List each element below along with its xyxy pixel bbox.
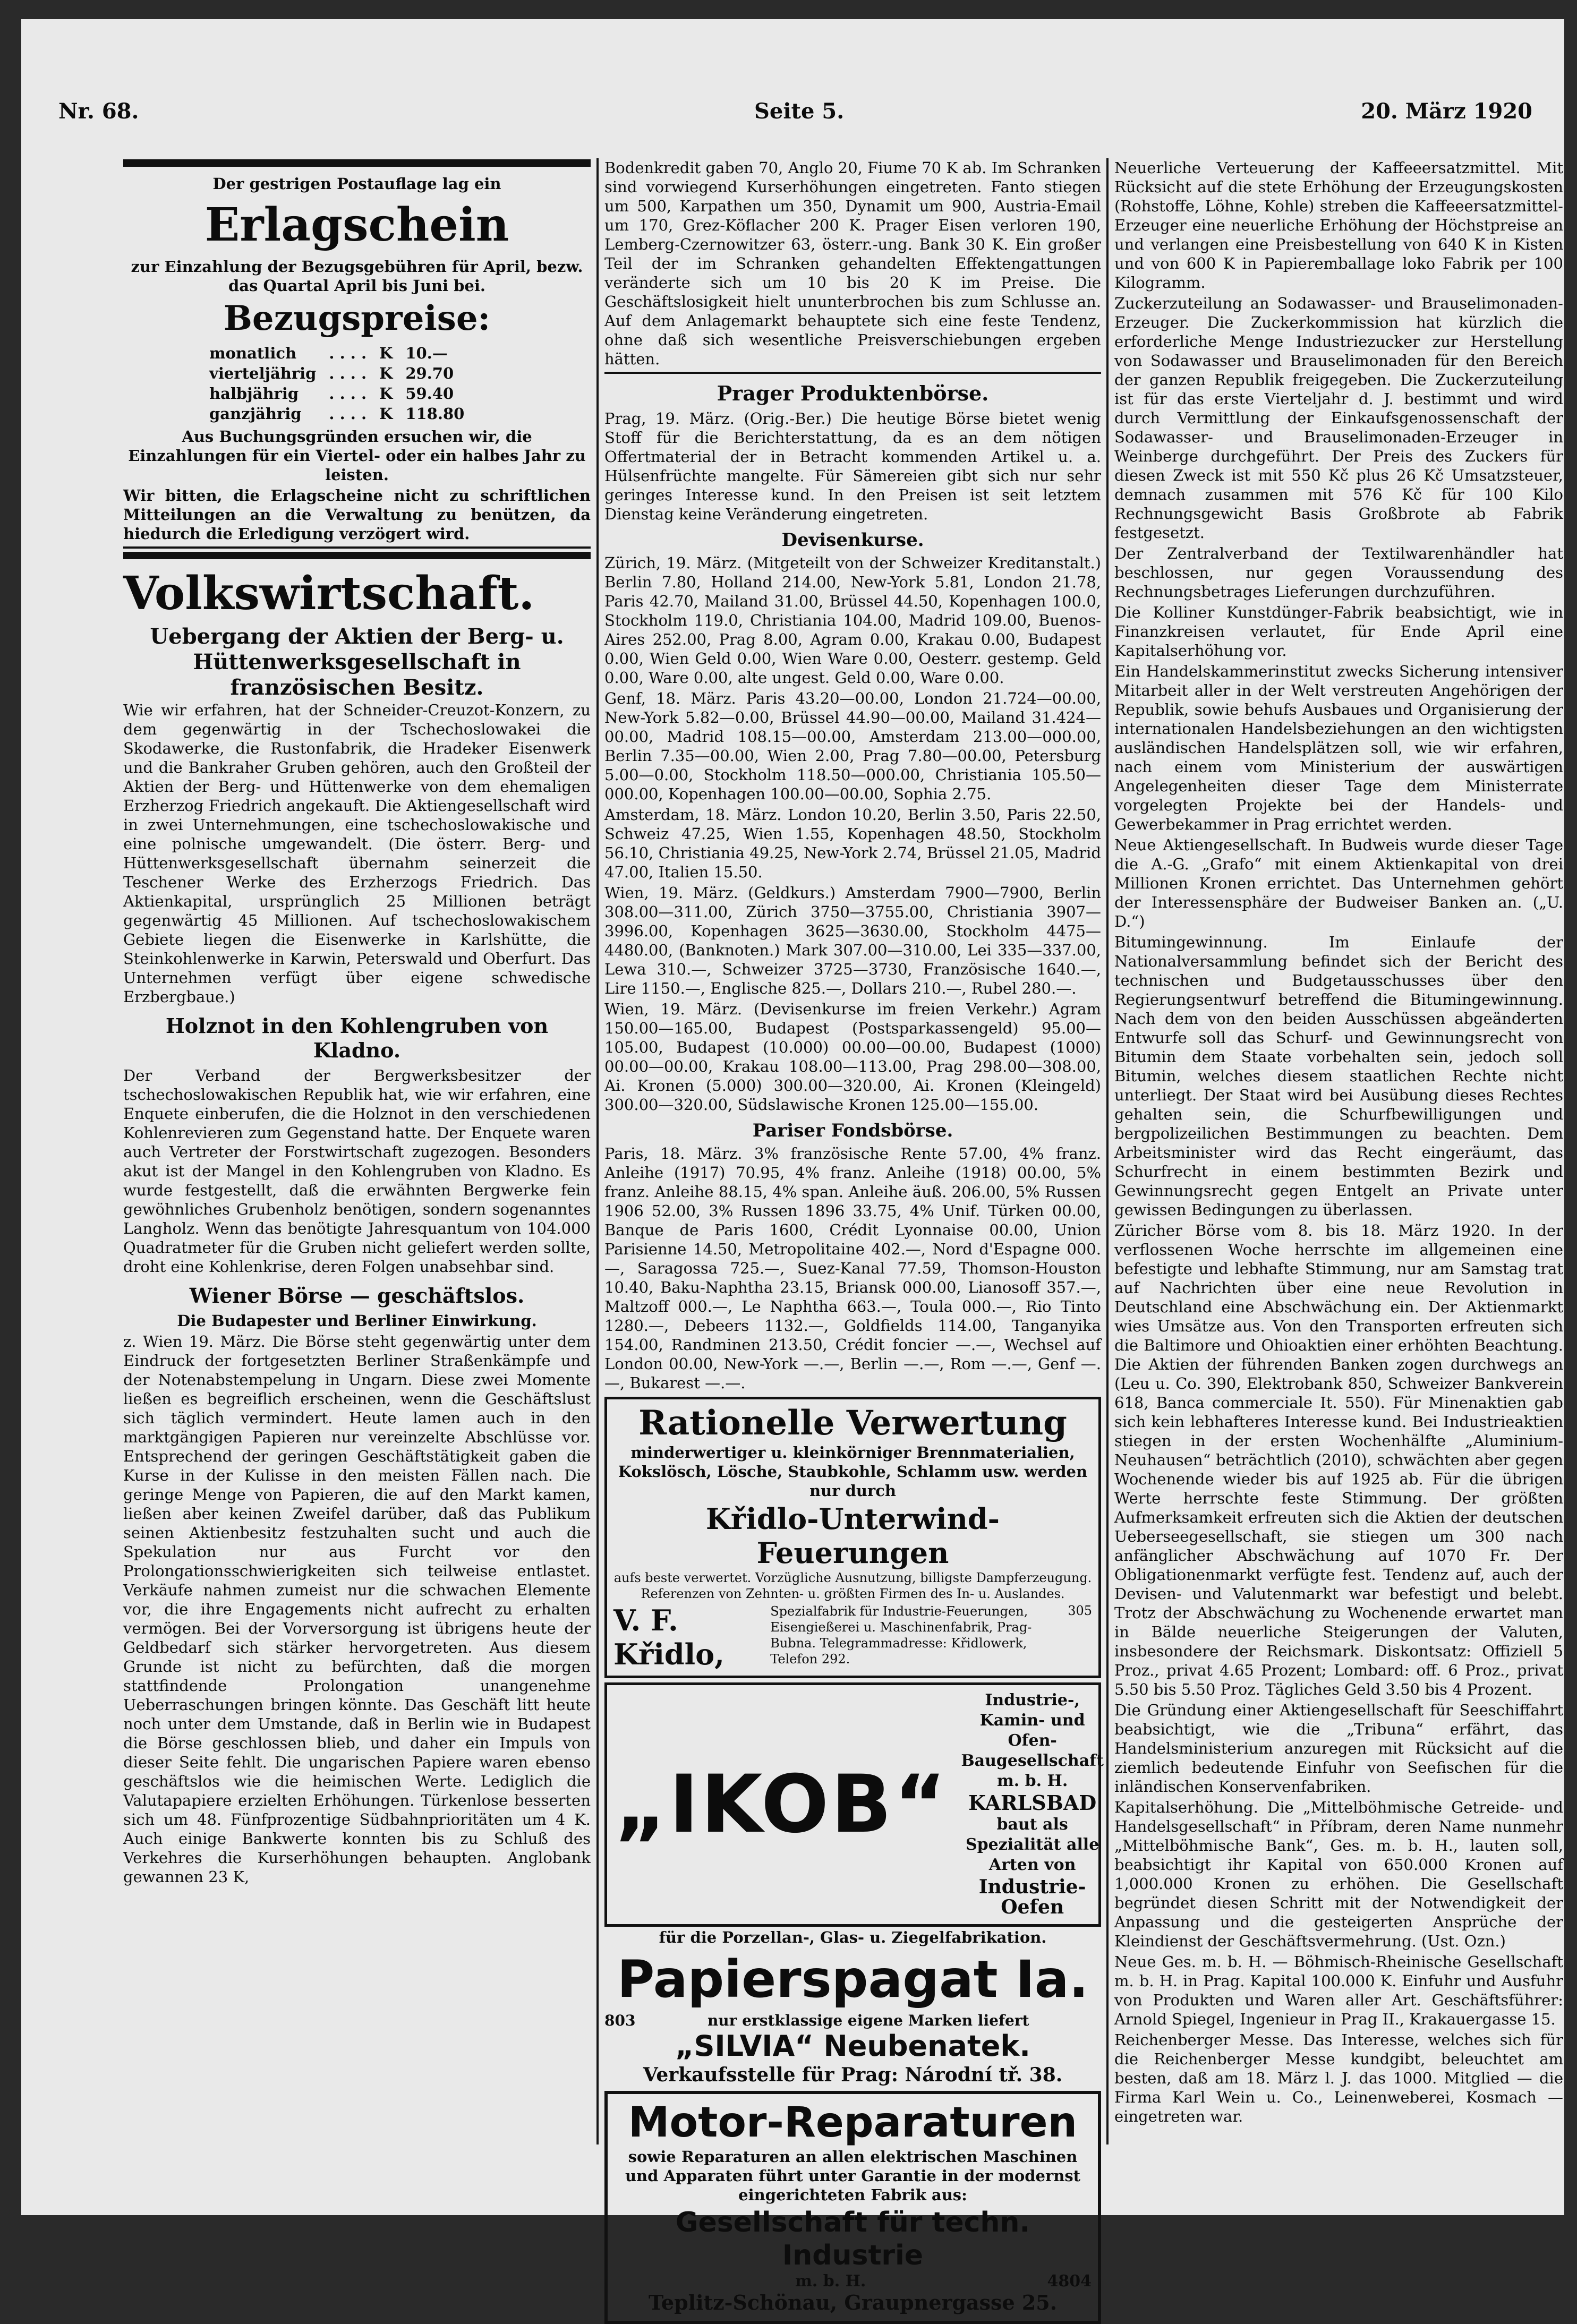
advertisement-papierspagat bbox=[604, 1950, 1101, 2087]
ad-firm: V. F. Křidlo, bbox=[613, 1603, 724, 1671]
price-label: monatlich bbox=[209, 344, 297, 362]
price-currency: K bbox=[379, 405, 393, 423]
price-label: vierteljährig bbox=[209, 364, 317, 382]
price-row: ganzjährig . . . . K 118.80 bbox=[203, 404, 471, 424]
ad-city: KARLSBAD bbox=[968, 1791, 1097, 1815]
section-heading: Devisenkurse. bbox=[781, 529, 924, 551]
price-value: 118.80 bbox=[405, 405, 465, 423]
article-body: Prag, 19. März. (Orig.-Ber.) Die heutige Börse bietet wenig Stoff für die Berichterstattung, da es an dem nötigen Offertmaterial der in Betracht kommenden Artikel u. a. Hülsenfrüchte mangelte. Für Sämereien gibt sich nur sehr geringes Interesse kund. In den Preisen ist seit letztem Dienstag keine Veränderung eingetreten. bbox=[604, 409, 1101, 523]
advertisement-motor bbox=[604, 2091, 1101, 2324]
price-value: 10.— bbox=[405, 344, 448, 362]
ad-text: Industrie-, Kamin- und Ofen-Baugesellschaft m. b. H. bbox=[961, 1691, 1104, 1790]
exchange-rates: Genf, 18. März. Paris 43.20—00.00, London 21.724—00.00, New-York 5.82—0.00, Brüssel 44.90—00.00, Mailand 31.424—00.00, Madrid 108.15—00.00, Amsterdam 213.00—000.00, Berlin 7.35—00.00, Wien 2.00, Prag 7.80—00.00, Petersburg 5.00—0.00, Stockholm 118.50—000.00, Christiania 105.50—000.00, Kopenhagen 100.00—00.00, Sophia 2.75. bbox=[604, 689, 1101, 803]
article-title: Uebergang der Aktien der Berg- u. Hüttenwerksgesellschaft in französischen Besitz. bbox=[150, 624, 564, 700]
rule-top bbox=[123, 159, 591, 167]
article-body: Der Verband der Bergwerksbesitzer der tschechoslowakischen Republik hat, wie wir erfahren, eine Enquete einberufen, die die Holznot in den verschiedenen Kohlenrevieren zum Gegenstand hatte. Der Enquete waren auch Vertreter der Forstwirtschaft zugezogen. Besonders akut ist der Mangel in den Kohlengruben von Kladno. Es wurde festgestellt, daß die erwähnten Bergwerke fein gewöhnliches Grubenholz benötigen, sondern sogenanntes Langholz. Wenn das benötigte Jahresquantum von 104.000 Quadratmeter für die Gruben nicht geliefert werden sollte, droht eine Kohlenkrise, deren Folgen unabsehbar sind. bbox=[123, 1066, 591, 1276]
news-item: Neuerliche Verteuerung der Kaffeeersatzmittel. Mit Rücksicht auf die stete Erhöhung der Erzeugungskosten (Rohstoffe, Löhne, Kohle) streben die Kaffeeersatzmittel-Erzeuger eine neuerliche Erhöhung der Höchstpreise an und verlangen eine Preisbestellung von 640 K in Kisten und von 600 K in Papieremballage loko Fabrik per 100 Kilogramm. bbox=[1114, 159, 1563, 292]
ikob-logo: „IKOB“ bbox=[615, 1758, 949, 1851]
newspaper-page bbox=[21, 19, 1564, 2314]
ad-product: Křidlo-Unterwind-Feuerungen bbox=[705, 1502, 1000, 1570]
ad-firm-desc: Spezialfabrik für Industrie-Feuerungen, Eisengießerei u. Maschinenfabrik, Prag-Bubna. Telegrammadresse: Křidlowerk, Telefon 292. bbox=[770, 1604, 1032, 1667]
column-rule-1 bbox=[596, 158, 599, 2144]
bitten-note: Wir bitten, die Erlagscheine nicht zu schriftlichen Mitteilungen an die Verwaltung zu benützen, da hiedurch die Erledigung verzögert wird. bbox=[123, 486, 591, 543]
news-item: Zuckerzuteilung an Sodawasser- und Brauselimonaden-Erzeuger. Die Zuckerkommission hat kürzlich die erforderliche Menge Industriezucker zur Herstellung von Sodawasser und Brauselimonaden für den Bereich der ganzen Republik freigegeben. Die Zuckerzuteilung ist für das erste Vierteljahr d. J. bestimmt und wird durch Vermittlung der Einkaufsgenossenschaft der Sodawasser- und Brauselimonaden-Erzeuger in Weinberge durchgeführt. Der Preis des Zuckers für diesen Zweck ist mit 550 Kč plus 26 Kč Umsatzsteuer, demnach zusammen mit 576 Kč für 100 Kilo Rechnungsgewicht Basis Großbrote ab Fabrik festgesetzt. bbox=[1114, 294, 1563, 542]
news-item: Kapitalserhöhung. Die „Mittelböhmische Getreide- und Handelsgesellschaft“ in Příbram, deren Name nunmehr „Mittelböhmische Bank“, Ges. m. b. H., lauten soll, beabsichtigt ihr Kapital von 650.000 Kronen auf 1,000.000 Kronen zu erhöhen. Die Gesellschaft begründet diesen Schritt mit der Notwendigkeit der Anpassung und die gesteigerten Ansprüche der Kleindienst der Geschäftsvermehrung. (Ust. Ozn.) bbox=[1114, 1798, 1563, 1950]
ad-text: minderwertiger u. kleinkörniger Brennmaterialien, Kokslösch, Lösche, Staubkohle, Schlamm usw. werden nur durch bbox=[618, 1443, 1088, 1500]
advertisement-ikob bbox=[604, 1682, 1104, 1927]
advertisement-kridlo bbox=[604, 1397, 1101, 1678]
news-item: Bitumingewinnung. Im Einlaufe der Nationalversammlung befindet sich der Bericht des technischen und Budgetausschusses über den Regierungsentwurf betreffend die Bitumingewinnung. Nach dem von den beiden Ausschüssen abgeänderten Entwurfe soll das Schurf- und Gewinnungsrecht von Bitumin dem Staate vorbehalten sein, jedoch soll Bitumin, welches diesem staatlichen Rechte nicht unterliegt. Der Staat wird bei Ausübung dieses Rechtes gehalten sein, die Schurfbewilligungen und bergpolizeilichen Bestimmungen zu beachten. Dem Arbeitsminister wird das Recht eingeräumt, das Schurfrecht in einem bestimmten Bezirk und Gewinnungsrecht gegen Entgelt an Private unter gewissen Bedingungen zu überlassen. bbox=[1114, 933, 1563, 1219]
news-item: Züricher Börse vom 8. bis 18. März 1920. In der verflossenen Woche herrschte im allgemeinen eine befestigte und lebhafte Stimmung, nur am Samstag trat auf Nachrichten über eine neue Revolution in Deutschland eine Abschwächung ein. Der Aktienmarkt wies Umsätze aus. Von den Transporten erfreuten sich die Baltimore und Ohioaktien einer erhöhten Beachtung. Die Aktien der führenden Banken zogen durchwegs an (Leu u. Co. 390, Elektrobank 850, Schweizer Bankverein 618, Banca commerciale It. 550). Für Minenaktien gab sich kein lebhafteres Interesse kund. Bei Industrieaktien stiegen in der ersten Wochenhälfte „Aluminium-Neuhausen“ beträchtlich (2010), schwächten aber gegen Wochenende wieder bis auf 1925 ab. Für die übrigen Werte herrschte feste Stimmung. Der größten Aufmerksamkeit erfreuten sich die Aktien der deutschen Ueberseegesellschaft, sie stiegen um 300 nach anfänglicher Abschwächung auf 1070 Fr. Der Obligationenmarkt verfügte fest. Tendenz auf, auch der Devisen- und Valutenmarkt war befestigt und belebt. Trotz der Abschwächung zu Wochenende erwartet man in Bälde neuerliche Steigerungen der Valuten, insbesondere der Reichsmark. Diskontsatz: Offiziell 5 Proz., privat 4.65 Prozent; Lombard: off. 6 Proz., privat 5.50 bis 5.50 Proz. Tägliches Geld 3.50 bis 4 Prozent. bbox=[1114, 1221, 1563, 1698]
bezugspreise-heading: Bezugspreise: bbox=[223, 298, 491, 338]
rule bbox=[123, 546, 591, 549]
column-right bbox=[1114, 158, 1563, 2147]
exchange-rates: Wien, 19. März. (Geldkurs.) Amsterdam 7900—7900, Berlin 308.00—311.00, Zürich 3750—3755.00, Christiania 3907—3996.00, Kopenhagen 3625—3630.00, Stockholm 4475—4480.00, (Banknoten.) Mark 307.00—310.00, Lei 335—337.00, Lewa 310.—, Schweizer 3725—3730, Französische 1640.—, Lire 1150.—, Englische 825.—, Dollars 210.—, Rubel 280.—. bbox=[604, 884, 1101, 997]
price-value: 29.70 bbox=[405, 364, 454, 382]
column-left bbox=[123, 158, 591, 2129]
article-body: Wie wir erfahren, hat der Schneider-Creuzot-Konzern, zu dem gegenwärtig in der Tschechoslowakei die Skodawerke, die Rustonfabrik, die Hradeker Eisenwerk und die Bankraher Gruben gehören, auch den Großteil der Aktien der Berg- und Hüttenwerke von dem ehemaligen Erzherzog Friedrich angekauft. Die Aktiengesellschaft wird in zwei Unternehmungen, eine tschechoslowakische und eine polnische umgewandelt. (Die österr. Berg- und Hüttenwerksgesellschaft übernahm seinerzeit die Teschener Werke des Erzherzogs Friedrich. Das Aktienkapital, ursprünglich 25 Millionen beträgt gegenwärtig 45 Millionen. Auf tschechoslowakischem Gebiete liegen die Eisenwerke in Karlshütte, die Steinkohlenwerke in Karwin, Peterswald und Oberfurt. Das Unternehmen verfügt über eigene schwedische Erzbergbaue.) bbox=[123, 701, 591, 1006]
column-middle bbox=[604, 158, 1104, 2314]
erlagschein-heading: Erlagschein bbox=[204, 198, 509, 252]
price-label: halbjährig bbox=[209, 385, 299, 403]
ad-product: Industrie-Oefen bbox=[978, 1876, 1086, 1918]
price-currency: K bbox=[379, 364, 393, 382]
section-heading: Pariser Fondsbörse. bbox=[752, 1120, 953, 1141]
price-row: vierteljährig . . . . K 29.70 bbox=[203, 363, 471, 383]
exchange-rates: Amsterdam, 18. März. London 10.20, Berlin 3.50, Paris 22.50, Schweiz 47.25, Wien 1.55, Kopenhagen 48.50, Stockholm 56.10, Christiania 49.25, New-York 2.74, Brüssel 21.05, Madrid 47.00, Italien 15.50. bbox=[604, 806, 1101, 881]
news-item: Reichenberger Messe. Das Interesse, welches sich für die Reichenberger Messe kundgibt, beleuchtet am besten, daß am 18. März l. J. das 1000. Mitglied — die Firma Karl Wein u. Co., Leinenweberei, Kosmach — eingetreten war. bbox=[1114, 2031, 1563, 2125]
price-row: monatlich . . . . K 10.— bbox=[203, 343, 471, 363]
article-body: z. Wien 19. März. Die Börse steht gegenwärtig unter dem Eindruck der fortgesetzten Berliner Straßenkämpfe und der Notenabstempelung in Ungarn. Diese zwei Momente ließen es begreiflich erscheinen, wenn die Geschäftslust sich täglich vermindert. Heute lamen auch in den marktgängigen Papieren nur vereinzelte Abschlüsse vor. Entsprechend der geringen Geschäftstätigkeit gaben die Kurse in der Kulisse in den meisten Fällen nach. Die geringe Menge von Papieren, die auf den Markt kamen, ließen aber keinen Zweifel darüber, daß das Publikum seinen Aktienbesitz festzuhalten sucht und auch die Spekulation nur aus Furcht vor den Prolongationsschwierigkeiten sich teilweise entlastet. Verkäufe nahmen zumeist nur die schwachen Elemente vor, die ihre Engagements nicht aufrecht zu erhalten vermögen. Bei der Vorversorgung ist übrigens heute der Geldbedarf sich stärker hervorgetreten. Aus diesem Grunde ist nicht zu befürchten, daß die morgen stattfindende Prolongation unangenehme Ueberraschungen bringen könnte. Das Geschäft litt heute noch unter dem Umstande, daß in Berlin wie in Budapest die Börse geschlossen blieb, und daher ein Impuls von dieser Seite fehlt. Die ungarischen Papiere waren ebenso geschäftslos wie die heimischen Werte. Lediglich die Valutapapiere erzielten Erhöhungen. Türkenlose besserten sich um 48. Fünfprozentige Südbahnprioritäten um 4 K. Auch einige Bankwerte konnten bis zu Schluß des Verkehres die Kurserhöhungen behaupten. Anglobank gewannen 23 K, bbox=[123, 1332, 591, 1886]
ad-text: nur erstklassige eigene Marken liefert bbox=[707, 2012, 1029, 2029]
ad-text: baut als Spezialität alle Arten von bbox=[965, 1815, 1099, 1874]
price-value: 59.40 bbox=[405, 385, 454, 403]
ad-text: für die Porzellan-, Glas- u. Ziegelfabrikation. bbox=[659, 1928, 1047, 1946]
section-heading: Prager Produktenbörse. bbox=[717, 381, 989, 405]
issue-date: 20. März 1920 bbox=[1361, 99, 1532, 124]
ad-title: Motor-Reparaturen bbox=[628, 2099, 1078, 2147]
news-item: Die Kolliner Kunstdünger-Fabrik beabsichtigt, wie in Finanzkreisen verlautet, für Ende April eine Kapitalserhöhung vor. bbox=[1114, 603, 1563, 660]
page-number: Seite 5. bbox=[754, 99, 845, 124]
section-title: Volkswirtschaft. bbox=[123, 567, 535, 620]
news-item: Neue Ges. m. b. H. — Böhmisch-Rheinische Gesellschaft m. b. H. in Prag. Kapital 100.000 K. Einfuhr und Ausfuhr von Produkten und Waren aller Art. Geschäftsführer: Arnold Spiegel, Ingenieur in Prag II., Krakauergasse 15. bbox=[1114, 1953, 1563, 2028]
price-row: halbjährig . . . . K 59.40 bbox=[203, 383, 471, 404]
ad-mbh: m. b. H. bbox=[795, 2272, 866, 2291]
price-table bbox=[203, 343, 471, 424]
article-title: Holznot in den Kohlengruben von Kladno. bbox=[165, 1014, 549, 1062]
buchung-note: Aus Buchungsgründen ersuchen wir, die Einzahlungen für ein Viertel- oder ein halbes Jahr zu leisten. bbox=[128, 428, 586, 484]
ad-number: 803 bbox=[604, 2012, 636, 2029]
ad-address: Verkaufsstelle für Prag: Národní tř. 38. bbox=[643, 2064, 1063, 2086]
ad-title: Papierspagat Ia. bbox=[617, 1950, 1089, 2009]
notice-intro: Der gestrigen Postauflage lag ein bbox=[212, 175, 501, 193]
ad-address: Teplitz-Schönau, Graupnergasse 25. bbox=[649, 2291, 1057, 2314]
exchange-rates: Zürich, 19. März. (Mitgeteilt von der Schweizer Kreditanstalt.) Berlin 7.80, Holland 214.00, New-York 5.81, London 21.78, Paris 42.70, Mailand 31.00, Brüssel 44.50, Kopenhagen 100.0, Stockholm 119.0, Christiania 104.00, Madrid 109.00, Buenos-Aires 252.00, Prag 8.00, Agram 0.00, Krakau 0.00, Budapest 0.00, Wien Geld 0.00, Wien Ware 0.00, Oesterr. gestemp. Geld 0.00, Ware 0.00, alte ungest. Geld 0.00, Ware 0.00. bbox=[604, 554, 1101, 687]
exchange-rates: Wien, 19. März. (Devisenkurse im freien Verkehr.) Agram 150.00—165.00, Budapest (Postsparkassengeld) 95.00—105.00, Budapest (10.000) 00.00—00.00, Budapest (1000) 00.00—00.00, Krakau 108.00—113.00, Prag 298.00—308.00, Ai. Kronen (5.000) 300.00—320.00, Ai. Kronen (Kleingeld) 300.00—320.00, Südslawische Kronen 125.00—155.00. bbox=[604, 1000, 1101, 1114]
ad-firm: Gesellschaft für techn. Industrie bbox=[675, 2207, 1030, 2271]
article-subtitle: Die Budapester und Berliner Einwirkung. bbox=[177, 1312, 537, 1330]
column-rule-2 bbox=[1106, 158, 1109, 2144]
ad-firm: „SILVIA“ Neubenatek. bbox=[675, 2029, 1030, 2063]
issue-number: Nr. 68. bbox=[58, 99, 139, 124]
rule bbox=[604, 372, 1101, 374]
ad-number: 4804 bbox=[1047, 2272, 1092, 2291]
article-title: Wiener Börse — geschäftslos. bbox=[189, 1284, 525, 1308]
price-currency: K bbox=[379, 385, 393, 403]
erlagschein-text: zur Einzahlung der Bezugsgebühren für April, bezw. das Quartal April bis Juni bei. bbox=[131, 258, 583, 295]
news-item: Neue Aktiengesellschaft. In Budweis wurde dieser Tage die A.-G. „Grafo“ mit einem Aktienkapital von drei Millionen Kronen errichtet. Das Unternehmen gehört der Interessensphäre der Budweiser Banken an. („U. D.“) bbox=[1114, 836, 1563, 930]
article-body: Bodenkredit gaben 70, Anglo 20, Fiume 70 K ab. Im Schranken sind vorwiegend Kurserhöhungen eingetreten. Fanto stiegen um 500, Karpathen um 350, Dynamit um 900, Austria-Email um 170, Grez-Köflacher 200 K. Prager Eisen verloren 190, Lemberg-Czernowitzer 63, österr.-ung. Bank 30 K. Ein großer Teil der im Schranken gehandelten Effektengattungen veränderte sich um 10 bis 20 K im Preise. Die Geschäftslosigkeit hielt ununterbrochen bis zum Schlusse an. Auf dem Anlagemarkt behauptete sich eine feste Tendenz, ohne daß sich wesentliche Preisverschiebungen ergeben hätten. bbox=[604, 159, 1101, 368]
ad-number: 305 bbox=[1068, 1603, 1092, 1618]
news-item: Die Gründung einer Aktiengesellschaft für Seeschiffahrt beabsichtigt, wie die „Tribuna“ erfährt, das Handelsministerium anzuregen mit Rücksicht auf die ziemlich bedeutende Einfuhr von Seefischen für die inländischen Konservenfabriken. bbox=[1114, 1701, 1563, 1796]
exchange-rates: Paris, 18. März. 3% französische Rente 57.00, 4% franz. Anleihe (1917) 70.95, 4% franz. Anleihe (1918) 00.00, 5% franz. Anleihe 88.15, 4% span. Anleihe äuß. 206.00, 5% Russen 1906 52.00, 3% Russen 1896 33.75, 4% Unif. Türken 00.00, Banque de Paris 1600, Crédit Lyonnaise 00.00, Union Parisienne 14.50, Metropolitaine 402.—, Nord d'Espagne 000.—, Saragossa 725.—, Suez-Kanal 77.59, Thomson-Houston 10.40, Baku-Naphtha 23.15, Briansk 000.00, Lianosoff 357.—, Maltzoff 000.—, Le Naphtha 663.—, Toula 000.—, Rio Tinto 1280.—, Debeers 1132.—, Goldfields 114.00, Tanganyika 154.00, Randminen 213.50, Crédit foncier —.—, Wechsel auf London 00.00, New-York —.—, Berlin —.—, Rom —.—, Genf —.—, Bukarest —.—. bbox=[604, 1144, 1101, 1392]
ad-text: sowie Reparaturen an allen elektrischen Maschinen und Apparaten führt unter Garantie in der modernst eingerichteten Fabrik aus: bbox=[625, 2148, 1081, 2204]
news-item: Ein Handelskammerinstitut zwecks Sicherung intensiver Mitarbeit aller in der Welt verstreuten Angehörigen der Republik, sowie behufs Ausbaues und Organisierung der internationalen Handelsbeziehungen an den wichtigsten ausländischen Handelsplätzen soll, wie wir erfahren, nach einem vom Ministerium der auswärtigen Angelegenheiten dieser Tage dem Ministerrate vorgelegten Projekte bei der Handels- und Gewerbekammer in Prag errichtet werden. bbox=[1114, 662, 1563, 833]
price-label: ganzjährig bbox=[209, 405, 302, 423]
rule-thick bbox=[123, 552, 591, 559]
ad-title: Rationelle Verwertung bbox=[638, 1403, 1067, 1443]
ad-text: aufs beste verwertet. Vorzügliche Ausnutzung, billigste Dampferzeugung. Referenzen von Zehnten- u. größten Firmen des In- u. Auslandes. bbox=[613, 1570, 1092, 1601]
price-currency: K bbox=[379, 344, 393, 362]
news-item: Der Zentralverband der Textilwarenhändler hat beschlossen, nur gegen Voraussendung des Rechnungsbetrages Lieferungen durchzuführen. bbox=[1114, 544, 1563, 601]
